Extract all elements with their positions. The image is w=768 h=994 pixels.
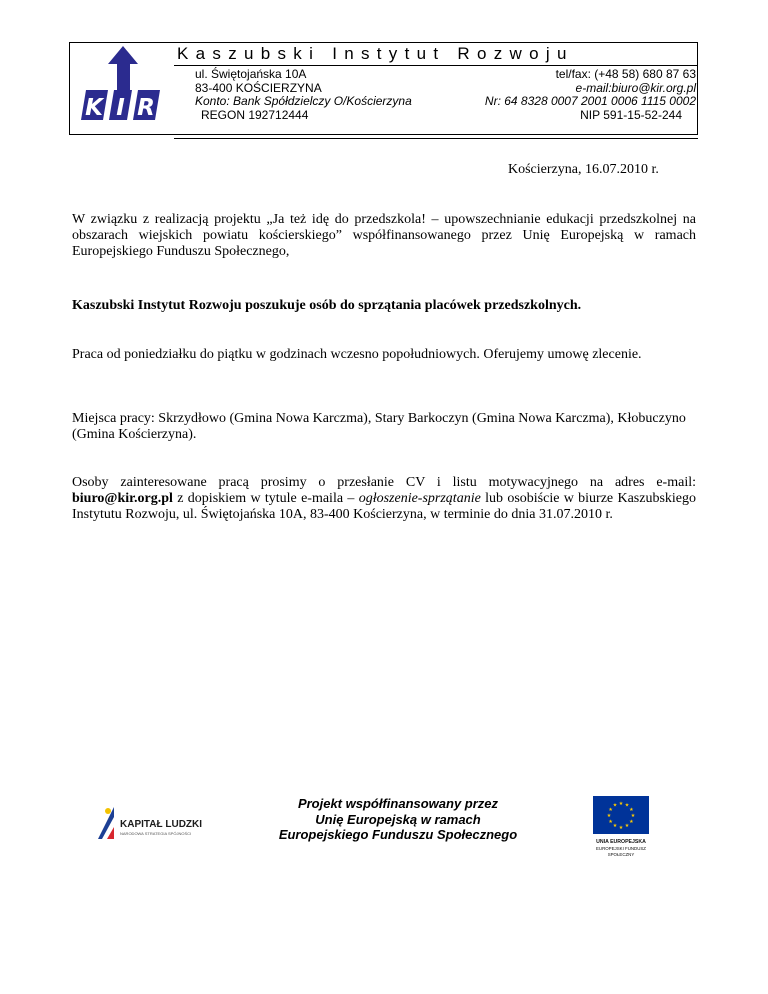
svg-text:SPOŁECZNY: SPOŁECZNY <box>607 852 635 857</box>
eu-star-icon: ★ <box>630 812 636 819</box>
svg-text:KAPITAŁ LUDZKI: KAPITAŁ LUDZKI <box>120 819 203 830</box>
application-email[interactable]: biuro@kir.org.pl <box>72 491 173 506</box>
eu-star-icon: ★ <box>612 802 618 809</box>
letterhead-underline <box>174 138 698 139</box>
eu-star-icon: ★ <box>608 818 613 825</box>
cofinancing-line-3: Europejskiego Funduszu Społecznego <box>278 827 518 842</box>
eu-star-icon: ★ <box>618 800 624 807</box>
svg-text:UNIA EUROPEJSKA: UNIA EUROPEJSKA <box>596 839 646 845</box>
cofinancing-line-2: Unię Europejską w ramach <box>315 811 481 827</box>
announcement-paragraph: Kaszubski Instytut Rozwoju poszukuje osób do sprzątania placówek przedszkolnych. <box>72 298 582 313</box>
letter-date: Kościerzyna, 16.07.2010 r. <box>508 162 659 177</box>
svg-text:K: K <box>85 95 103 121</box>
organization-title: Kaszubski Instytut Rozwoju <box>177 44 574 63</box>
address-city: 83-400 KOŚCIERZYNA <box>195 80 322 95</box>
svg-text:R: R <box>137 95 155 121</box>
svg-text:I: I <box>116 95 125 121</box>
working-hours-paragraph: Praca od poniedziałku do piątku w godzinach wczesno popołudniowych. Oferujemy umowę zlecenie. <box>72 347 642 362</box>
eu-star-icon: ★ <box>606 812 612 819</box>
application-text-3: lub osobiście w biurze Kaszubskiego Instytutu Rozwoju, ul. Świętojańska 10A, 83-400 Kościerzyna, w terminie do dnia 31.07.2010 r. <box>72 491 696 522</box>
nip-number: NIP 591-15-52-244 <box>580 107 682 122</box>
letterhead <box>69 42 699 139</box>
kapital-ludzki-logo <box>96 803 246 847</box>
application-paragraph <box>72 475 696 523</box>
svg-text:EUROPEJSKI FUNDUSZ: EUROPEJSKI FUNDUSZ <box>595 846 647 851</box>
address-street: ul. Świętojańska 10A <box>195 67 307 81</box>
account-number: Nr: 64 8328 0007 2001 0006 1115 0002 <box>484 94 696 108</box>
application-text-1: Osoby zainteresowane pracą prosimy o przesłanie CV i listu motywacyjnego na adres e-mail: <box>72 475 696 490</box>
bank-name: Konto: Bank Spółdzielczy O/Kościerzyna <box>195 94 412 108</box>
letterhead-divider <box>174 65 698 66</box>
eu-star-icon: ★ <box>629 806 634 813</box>
letterhead-contact-block <box>416 68 696 122</box>
svg-text:NARODOWA STRATEGIA SPÓJNOŚCI: NARODOWA STRATEGIA SPÓJNOŚCI <box>120 831 192 836</box>
eu-star-icon: ★ <box>612 823 618 830</box>
cofinancing-line-1: Projekt współfinansowany przez <box>297 796 499 811</box>
application-subject: ogłoszenie-sprzątanie <box>358 491 481 506</box>
eu-star-icon: ★ <box>608 806 613 813</box>
phone-fax: tel/fax: (+48 58) 680 87 63 <box>555 67 696 81</box>
regon-number: REGON 192712444 <box>201 107 309 122</box>
eu-star-icon: ★ <box>618 824 624 831</box>
eu-star-icon: ★ <box>629 818 634 825</box>
eu-star-icon: ★ <box>624 802 630 809</box>
application-text-2: z dopiskiem w tytule e-maila – <box>172 491 359 506</box>
intro-paragraph: W związku z realizacją projektu „Ja też idę do przedszkola! – upowszechnianie edukacji przedszkolnej na obszarach wiejskich powiatu kościerskiego” współfinansowanego przez Unię Europejską w ramach Europejskiego Funduszu Społecznego, <box>72 212 696 259</box>
eu-star-icon: ★ <box>624 823 630 830</box>
contact-email: e-mail:biuro@kir.org.pl <box>575 80 696 95</box>
kir-logo <box>72 44 172 130</box>
eu-flag-logo <box>576 790 666 862</box>
work-locations-paragraph: Miejsca pracy: Skrzydłowo (Gmina Nowa Karczma), Stary Barkoczyn (Gmina Nowa Karczma), Kłobuczyno (Gmina Kościerzyna). <box>72 411 686 442</box>
cofinancing-note <box>258 796 538 843</box>
